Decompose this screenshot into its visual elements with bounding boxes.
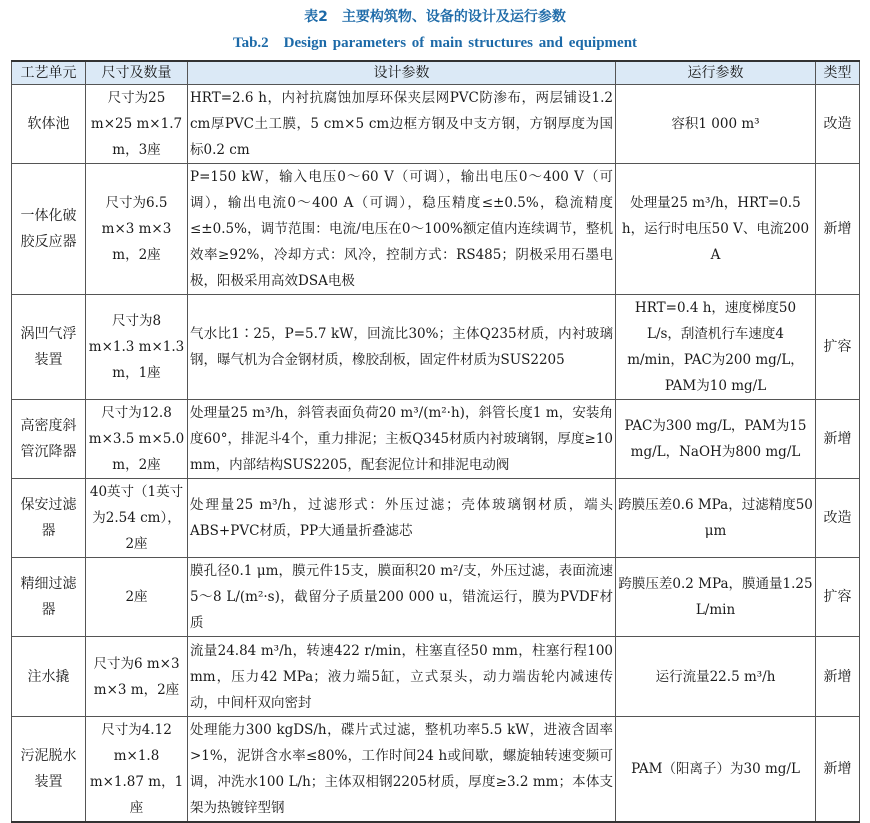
header-size: 尺寸及数量 xyxy=(86,61,188,85)
cell-size: 尺寸为25 m×25 m×1.7 m，3座 xyxy=(86,85,188,164)
cell-unit: 涡凹气浮装置 xyxy=(12,295,86,400)
cell-design: 流量24.84 m³/h，转速422 r/min，柱塞直径50 mm，柱塞行程100 mm，压力42 MPa；液力端5缸，立式泵头，动力端齿轮内减速传动，中间杆双向密封 xyxy=(188,637,616,717)
cell-operation: HRT=0.4 h，速度梯度50 L/s，刮渣机行车速度4 m/min，PAC为200 mg/L，PAM为10 mg/L xyxy=(616,295,816,400)
table-row xyxy=(12,717,860,823)
table-row xyxy=(12,295,860,400)
cell-unit: 高密度斜管沉降器 xyxy=(12,400,86,479)
table-row xyxy=(12,479,860,558)
cell-unit: 注水撬 xyxy=(12,637,86,717)
header-operation: 运行参数 xyxy=(616,61,816,85)
cell-design: 气水比1∶25，P=5.7 kW，回流比30%；主体Q235材质，内衬玻璃钢，曝气机为合金钢材质，橡胶刮板，固定件材质为SUS2205 xyxy=(188,295,616,400)
design-parameters-table xyxy=(11,60,860,823)
cell-unit: 保安过滤器 xyxy=(12,479,86,558)
cell-type: 新增 xyxy=(816,164,860,295)
table-caption-cn: 表2 主要构筑物、设备的设计及运行参数 xyxy=(304,9,566,25)
cell-type: 扩容 xyxy=(816,558,860,637)
cell-size: 尺寸为4.12 m×1.8 m×1.87 m，1座 xyxy=(86,717,188,823)
cell-unit: 软体池 xyxy=(12,85,86,164)
cell-operation: 跨膜压差0.6 MPa，过滤精度50 μm xyxy=(616,479,816,558)
table-row xyxy=(12,558,860,637)
cell-operation: 容积1 000 m³ xyxy=(616,85,816,164)
header-unit: 工艺单元 xyxy=(12,61,86,85)
cell-operation: PAM（阳离子）为30 mg/L xyxy=(616,717,816,823)
cell-size: 2座 xyxy=(86,558,188,637)
cell-operation: 处理量25 m³/h，HRT=0.5 h，运行时电压50 V、电流200 A xyxy=(616,164,816,295)
cell-design: HRT=2.6 h，内衬抗腐蚀加厚环保夹层网PVC防渗布，两层铺设1.2 cm厚PVC土工膜，5 cm×5 cm边框方钢及中支方钢，方钢厚度为国标0.2 cm xyxy=(188,85,616,164)
cell-type: 扩容 xyxy=(816,295,860,400)
cell-type: 改造 xyxy=(816,479,860,558)
cell-design: 处理能力300 kgDS/h，碟片式过滤，整机功率5.5 kW，进液含固率>1%，泥饼含水率≤80%，工作时间24 h或间歇，螺旋轴转速变频可调，冲洗水100 L/h；主体双相钢2205材质，厚度≥3.2 mm；本体支架为热镀锌型钢 xyxy=(188,717,616,823)
cell-type: 新增 xyxy=(816,637,860,717)
header-design: 设计参数 xyxy=(188,61,616,85)
cell-unit: 污泥脱水装置 xyxy=(12,717,86,823)
cell-unit: 一体化破胶反应器 xyxy=(12,164,86,295)
cell-unit: 精细过滤器 xyxy=(12,558,86,637)
table-header-row xyxy=(12,61,860,85)
cell-size: 40英寸（1英寸为2.54 cm），2座 xyxy=(86,479,188,558)
table-caption-en: Tab.2 Design parameters of main structures and equipment xyxy=(232,35,638,51)
cell-operation: 跨膜压差0.2 MPa，膜通量1.25 L/min xyxy=(616,558,816,637)
cell-design: 处理量25 m³/h，过滤形式：外压过滤；壳体玻璃钢材质，端头ABS+PVC材质，PP大通量折叠滤芯 xyxy=(188,479,616,558)
table-row xyxy=(12,85,860,164)
cell-operation: 运行流量22.5 m³/h xyxy=(616,637,816,717)
cell-size: 尺寸为8 m×1.3 m×1.3 m，1座 xyxy=(86,295,188,400)
cell-design: 处理量25 m³/h，斜管表面负荷20 m³/(m²·h)，斜管长度1 m，安装角度60°，排泥斗4个，重力排泥；主板Q345材质内衬玻璃钢，厚度≥10 mm，内部结构SUS2205，配套泥位计和排泥电动阀 xyxy=(188,400,616,479)
cell-design: P=150 kW，输入电压0～60 V（可调），输出电压0～400 V（可调），输出电流0～400 A（可调），稳压精度≤±0.5%，稳流精度≤±0.5%，调节范围：电流/电压在0～100%额定值内连续调节，整机效率≥92%，冷却方式：风冷，控制方式：RS485；阴极采用石墨电极，阳极采用高效DSA电极 xyxy=(188,164,616,295)
cell-operation: PAC为300 mg/L，PAM为15 mg/L，NaOH为800 mg/L xyxy=(616,400,816,479)
cell-size: 尺寸为6 m×3 m×3 m，2座 xyxy=(86,637,188,717)
table-row xyxy=(12,164,860,295)
cell-type: 新增 xyxy=(816,400,860,479)
cell-type: 新增 xyxy=(816,717,860,823)
cell-size: 尺寸为12.8 m×3.5 m×5.0 m，2座 xyxy=(86,400,188,479)
table-row xyxy=(12,400,860,479)
table-row xyxy=(12,637,860,717)
cell-design: 膜孔径0.1 μm，膜元件15支，膜面积20 m²/支，外压过滤，表面流速5～8 L/(m²·s)，截留分子质量200 000 u，错流运行，膜为PVDF材质 xyxy=(188,558,616,637)
cell-type: 改造 xyxy=(816,85,860,164)
cell-size: 尺寸为6.5 m×3 m×3 m，2座 xyxy=(86,164,188,295)
header-type: 类型 xyxy=(816,61,860,85)
